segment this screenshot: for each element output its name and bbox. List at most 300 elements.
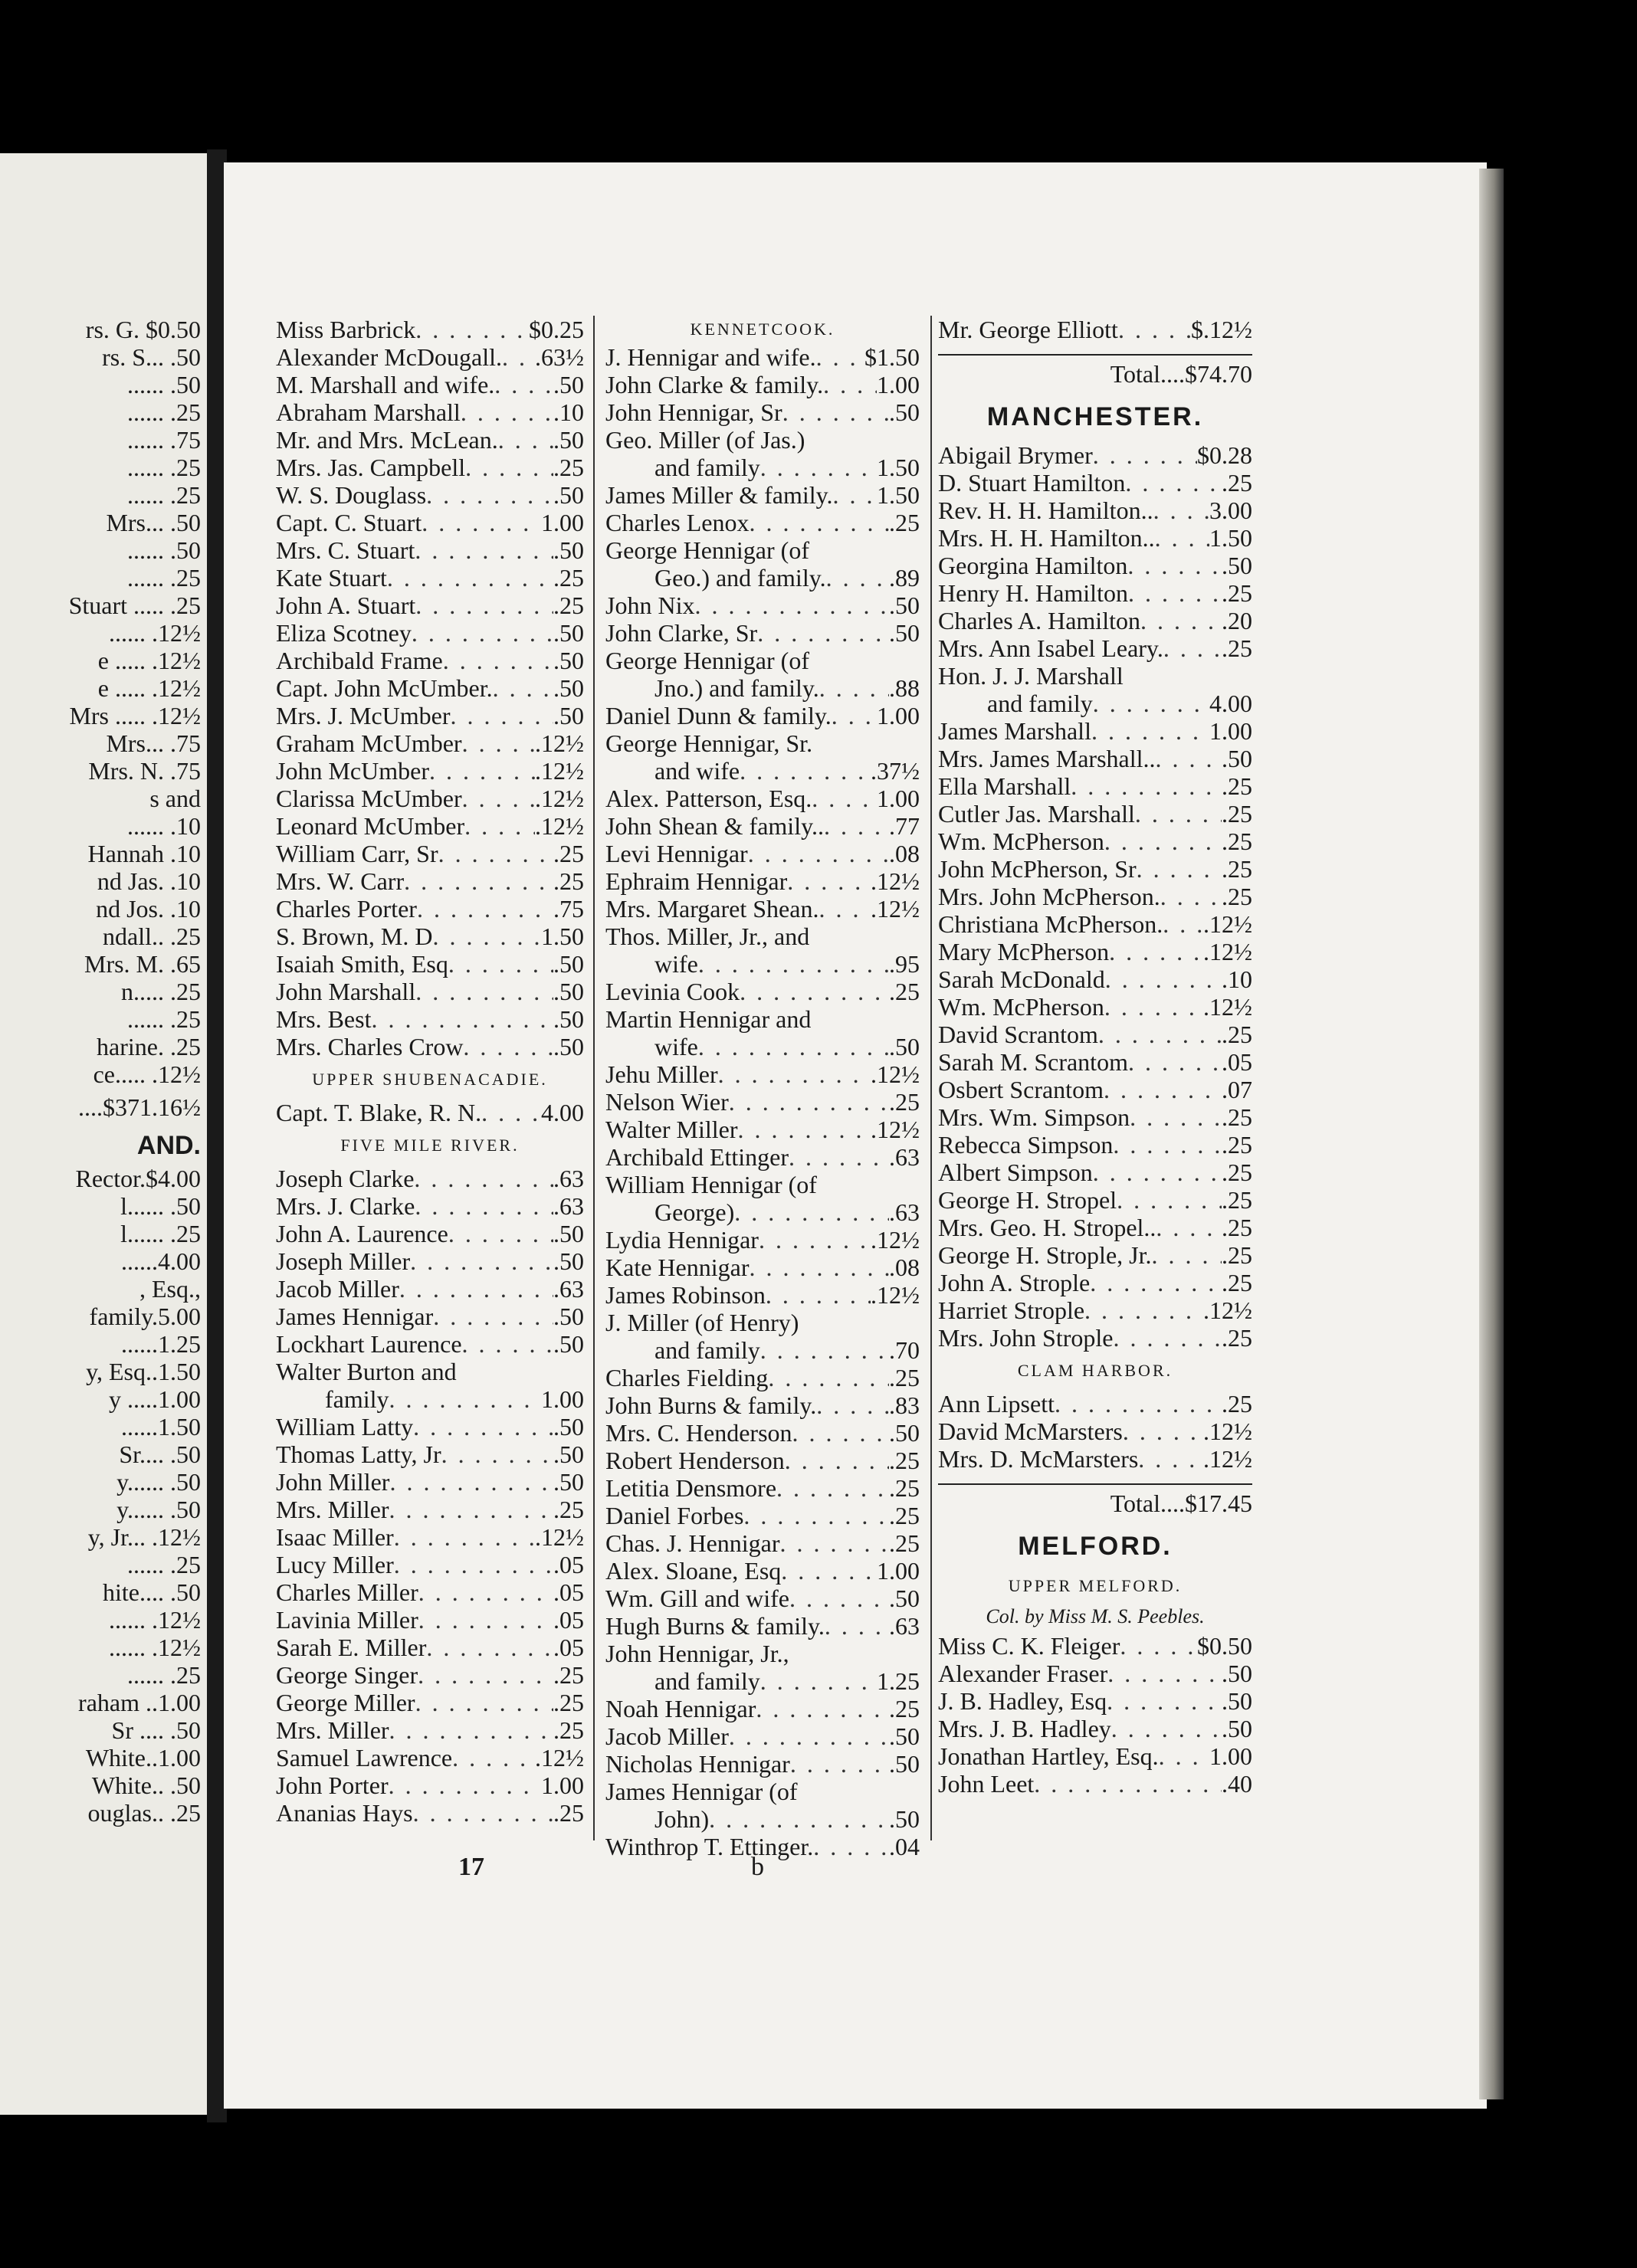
list-item bbox=[938, 579, 1252, 607]
fragment-text: ...... .75 bbox=[127, 426, 201, 454]
list-item bbox=[0, 978, 201, 1005]
contributor-name: Mrs. H. H. Hamilton.. bbox=[938, 524, 1155, 552]
contributor-name: M. Marshall and wife. bbox=[276, 371, 495, 398]
fragment-text: , Esq., bbox=[139, 1275, 201, 1303]
list-item bbox=[0, 1523, 201, 1551]
amount: 1.00 bbox=[541, 1385, 584, 1413]
list-item bbox=[605, 950, 920, 978]
fragment-text: y, Esq..1.50 bbox=[86, 1358, 201, 1385]
list-item bbox=[0, 757, 201, 785]
list-item bbox=[605, 1778, 920, 1805]
leader-dots bbox=[823, 371, 877, 398]
fragment-text: Mrs. N. .75 bbox=[88, 757, 201, 785]
amount: .63 bbox=[553, 1165, 584, 1192]
leader-dots bbox=[1117, 1186, 1222, 1214]
amount: .05 bbox=[553, 1551, 584, 1578]
column-3 bbox=[938, 316, 1252, 1798]
fragment-text: family.5.00 bbox=[89, 1303, 201, 1330]
list-item bbox=[276, 371, 584, 398]
list-item bbox=[0, 840, 201, 867]
list-item bbox=[605, 481, 920, 509]
contributor-name: and wife bbox=[654, 757, 740, 785]
list-item bbox=[605, 895, 920, 923]
leader-dots bbox=[410, 1247, 553, 1275]
contributor-name: Mr. and Mrs. McLean. bbox=[276, 426, 498, 454]
amount: .50 bbox=[553, 536, 584, 564]
amount: .50 bbox=[553, 950, 584, 978]
amount: 1.00 bbox=[541, 1771, 584, 1799]
list-item bbox=[276, 481, 584, 509]
leader-dots bbox=[498, 426, 553, 454]
contributor-name: Eliza Scotney bbox=[276, 619, 412, 647]
amount: 1.25 bbox=[877, 1667, 920, 1695]
leader-dots bbox=[441, 1440, 553, 1468]
list-item bbox=[276, 1165, 584, 1192]
list-item bbox=[276, 1799, 584, 1827]
list-item bbox=[938, 745, 1252, 772]
contributor-name: Mrs. John McPherson. bbox=[938, 883, 1160, 910]
leader-dots bbox=[1125, 469, 1222, 497]
amount: .50 bbox=[553, 1468, 584, 1496]
contributor-name: George H. Strople, Jr. bbox=[938, 1241, 1152, 1269]
leader-dots bbox=[399, 1275, 553, 1303]
leader-dots bbox=[1130, 1103, 1222, 1131]
leader-dots bbox=[781, 1557, 877, 1585]
leader-dots bbox=[1071, 772, 1222, 800]
leader-dots bbox=[729, 1088, 889, 1116]
fragment-text: Rector.$4.00 bbox=[75, 1165, 201, 1192]
amount: .08 bbox=[889, 1254, 920, 1281]
list-item bbox=[938, 497, 1252, 524]
contributor-name: Isaiah Smith, Esq bbox=[276, 950, 448, 978]
leader-dots bbox=[502, 343, 535, 371]
contributor-name: Miss Barbrick bbox=[276, 316, 416, 343]
list-item bbox=[938, 1660, 1252, 1687]
amount: .50 bbox=[889, 592, 920, 619]
list-item bbox=[0, 454, 201, 481]
fragment-text: ...... .50 bbox=[127, 371, 201, 398]
contributor-name: Capt. T. Blake, R. N. bbox=[276, 1099, 482, 1126]
list-item bbox=[605, 867, 920, 895]
amount: .25 bbox=[553, 1661, 584, 1689]
leader-dots bbox=[412, 619, 553, 647]
contributor-name: Mrs. Ann Isabel Leary. bbox=[938, 634, 1163, 662]
contributor-name: Charles A. Hamilton bbox=[938, 607, 1140, 634]
amount: .25 bbox=[1222, 1186, 1252, 1214]
leader-dots bbox=[404, 867, 553, 895]
leader-dots bbox=[433, 1303, 553, 1330]
leader-dots bbox=[813, 1833, 889, 1860]
leader-dots bbox=[819, 674, 889, 702]
list-item bbox=[0, 785, 201, 812]
list-item bbox=[0, 1634, 201, 1661]
list-item bbox=[938, 938, 1252, 965]
list-item bbox=[938, 469, 1252, 497]
contributor-name: John Clarke & family. bbox=[605, 371, 824, 398]
amount: .20 bbox=[1222, 607, 1252, 634]
list-item bbox=[0, 371, 201, 398]
list-item bbox=[605, 729, 920, 757]
amount: .25 bbox=[889, 1474, 920, 1502]
signature-mark: b bbox=[751, 1853, 764, 1881]
contributor-name: Samuel Lawrence bbox=[276, 1744, 453, 1771]
leader-dots bbox=[1155, 524, 1209, 552]
leader-dots bbox=[1113, 1131, 1222, 1159]
amount: .05 bbox=[553, 1606, 584, 1634]
contributor-name: Ananias Hays bbox=[276, 1799, 413, 1827]
amount: .12½ bbox=[535, 1523, 584, 1551]
contributor-name: Walter Miller bbox=[605, 1116, 738, 1143]
leader-dots bbox=[737, 1116, 871, 1143]
list-item bbox=[605, 674, 920, 702]
amount: .25 bbox=[553, 840, 584, 867]
contributor-name: Mrs. James Marshall.. bbox=[938, 745, 1156, 772]
contributor-name: John Shean & family.. bbox=[605, 812, 824, 840]
section-heading-upper-shubenacadie: UPPER SHUBENACADIE. bbox=[312, 1070, 548, 1089]
list-item bbox=[276, 1275, 584, 1303]
list-item bbox=[938, 772, 1252, 800]
leader-dots bbox=[1098, 1021, 1222, 1048]
contributor-name: Wm. McPherson bbox=[938, 828, 1104, 855]
leader-dots bbox=[1120, 1632, 1197, 1660]
list-item bbox=[938, 717, 1252, 745]
list-item bbox=[938, 1324, 1252, 1352]
leader-dots bbox=[818, 895, 871, 923]
leader-dots bbox=[1107, 1687, 1222, 1715]
leader-dots bbox=[1163, 634, 1222, 662]
fragment-text: ......1.50 bbox=[121, 1413, 201, 1440]
amount: .12½ bbox=[535, 757, 584, 785]
leader-dots bbox=[387, 564, 553, 592]
leader-dots bbox=[1093, 441, 1197, 469]
amount: .25 bbox=[889, 1088, 920, 1116]
list-item bbox=[605, 1805, 920, 1833]
list-item bbox=[276, 536, 584, 564]
amount: .50 bbox=[553, 1303, 584, 1330]
list-item bbox=[938, 1159, 1252, 1186]
amount: .25 bbox=[889, 1529, 920, 1557]
amount: .25 bbox=[1222, 1021, 1252, 1048]
leader-dots bbox=[418, 1578, 553, 1606]
list-item bbox=[276, 1551, 584, 1578]
list-item bbox=[605, 398, 920, 426]
amount: .50 bbox=[553, 1413, 584, 1440]
amount: .50 bbox=[889, 398, 920, 426]
contributor-name: Mary McPherson bbox=[938, 938, 1110, 965]
contributor-name: Abraham Marshall bbox=[276, 398, 461, 426]
list-item bbox=[0, 1689, 201, 1716]
amount: .12½ bbox=[871, 1060, 920, 1088]
amount: .50 bbox=[553, 1247, 584, 1275]
contributor-name: Lavinia Miller bbox=[276, 1606, 418, 1634]
amount: 1.00 bbox=[877, 702, 920, 729]
list-item bbox=[0, 316, 201, 343]
list-item bbox=[0, 1771, 201, 1799]
amount: .12½ bbox=[871, 1226, 920, 1254]
amount: .89 bbox=[889, 564, 920, 592]
fragment-text: y .....1.00 bbox=[109, 1385, 201, 1413]
leader-dots bbox=[429, 757, 535, 785]
fragment-text: rs. S... .50 bbox=[102, 343, 201, 371]
fragment-text: nd Jos. .10 bbox=[96, 895, 201, 923]
fragment-text: Hannah .10 bbox=[87, 840, 201, 867]
list-item bbox=[605, 1585, 920, 1612]
leader-dots bbox=[790, 1750, 889, 1778]
list-item bbox=[605, 702, 920, 729]
amount: .12½ bbox=[1203, 1418, 1252, 1445]
amount: .12½ bbox=[871, 1116, 920, 1143]
leader-dots bbox=[1123, 1418, 1203, 1445]
fragment-text: Mrs. M. .65 bbox=[84, 950, 201, 978]
leader-dots bbox=[1128, 1048, 1222, 1076]
contributor-name: wife bbox=[654, 950, 698, 978]
amount: .12½ bbox=[1203, 1296, 1252, 1324]
list-item bbox=[276, 1358, 584, 1385]
list-item bbox=[276, 1303, 584, 1330]
contributor-name: John A. Stuart bbox=[276, 592, 416, 619]
leader-dots bbox=[789, 1143, 889, 1171]
list-item bbox=[276, 1523, 584, 1551]
list-item bbox=[0, 1192, 201, 1220]
amount: .50 bbox=[889, 1805, 920, 1833]
amount: .63 bbox=[889, 1143, 920, 1171]
contributor-name: John) bbox=[654, 1805, 710, 1833]
leader-dots bbox=[461, 398, 553, 426]
list-item bbox=[0, 674, 201, 702]
contributor-name: Mrs. J. Clarke bbox=[276, 1192, 415, 1220]
list-item bbox=[605, 1254, 920, 1281]
list-item bbox=[605, 509, 920, 536]
list-item bbox=[605, 343, 920, 371]
contributor-name: Alexander Fraser bbox=[938, 1660, 1108, 1687]
list-item bbox=[605, 923, 920, 950]
list-item bbox=[0, 1165, 201, 1192]
column-2 bbox=[605, 316, 920, 1860]
amount: .63 bbox=[889, 1612, 920, 1640]
leader-dots bbox=[1084, 1296, 1203, 1324]
contributor-name: Capt. C. Stuart bbox=[276, 509, 422, 536]
contributor-name: Nicholas Hennigar bbox=[605, 1750, 790, 1778]
leader-dots bbox=[785, 1447, 889, 1474]
leader-dots bbox=[749, 1254, 889, 1281]
amount: .88 bbox=[889, 674, 920, 702]
list-item bbox=[276, 785, 584, 812]
list-item bbox=[605, 840, 920, 867]
list-item bbox=[938, 1418, 1252, 1445]
leader-dots bbox=[1160, 883, 1222, 910]
list-item bbox=[938, 1770, 1252, 1798]
contributor-name: Mrs. Miller bbox=[276, 1496, 389, 1523]
list-item bbox=[0, 1716, 201, 1744]
amount: .25 bbox=[1222, 1159, 1252, 1186]
list-item bbox=[0, 1060, 201, 1088]
amount: .25 bbox=[1222, 855, 1252, 883]
list-item bbox=[276, 757, 584, 785]
list-item bbox=[938, 1715, 1252, 1742]
leader-dots bbox=[776, 1474, 889, 1502]
list-item bbox=[276, 1744, 584, 1771]
leader-dots bbox=[1127, 552, 1222, 579]
amount: .50 bbox=[553, 1440, 584, 1468]
contributor-name: Jno.) and family. bbox=[654, 674, 819, 702]
section-heading-kennetcook: KENNETCOOK. bbox=[690, 320, 835, 339]
amount: .25 bbox=[1222, 469, 1252, 497]
fragment-text: ...... .12½ bbox=[109, 1606, 201, 1634]
amount: .25 bbox=[553, 1716, 584, 1744]
contributor-name: Lockhart Laurence bbox=[276, 1330, 462, 1358]
contributor-name: John A. Laurence bbox=[276, 1220, 448, 1247]
contributor-name: Rebecca Simpson bbox=[938, 1131, 1114, 1159]
list-item bbox=[0, 343, 201, 371]
list-item bbox=[938, 993, 1252, 1021]
section-heading-melford: MELFORD. bbox=[1018, 1532, 1173, 1561]
amount: .25 bbox=[1222, 579, 1252, 607]
fragment-text: e ..... .12½ bbox=[97, 647, 201, 674]
contributor-name: Mrs. D. McMarsters bbox=[938, 1445, 1139, 1473]
amount: 1.50 bbox=[877, 481, 920, 509]
leader-dots bbox=[782, 398, 889, 426]
contributor-name: Sarah M. Scrantom bbox=[938, 1048, 1128, 1076]
leader-dots bbox=[462, 1330, 553, 1358]
fragment-text: ......1.25 bbox=[121, 1330, 201, 1358]
contributor-name: Joseph Miller bbox=[276, 1247, 411, 1275]
list-item bbox=[0, 1413, 201, 1440]
amount: .50 bbox=[1222, 1715, 1252, 1742]
contributor-name: and family bbox=[654, 1336, 760, 1364]
amount: .50 bbox=[1222, 552, 1252, 579]
list-item bbox=[605, 1750, 920, 1778]
contributor-name: Rev. H. H. Hamilton.. bbox=[938, 497, 1153, 524]
amount: .50 bbox=[553, 1033, 584, 1060]
amount: .25 bbox=[889, 1502, 920, 1529]
leader-dots bbox=[1118, 316, 1191, 343]
amount: .12½ bbox=[1203, 993, 1252, 1021]
contributor-name: Jacob Miller bbox=[276, 1275, 399, 1303]
leader-dots bbox=[1107, 1660, 1222, 1687]
contributor-name: John Porter bbox=[276, 1771, 389, 1799]
list-item bbox=[0, 1551, 201, 1578]
contributor-name: J. Miller (of Henry) bbox=[605, 1309, 799, 1336]
amount: 3.00 bbox=[1209, 497, 1252, 524]
leader-dots bbox=[389, 1771, 541, 1799]
contributor-name: George Hennigar (of bbox=[605, 536, 809, 564]
leader-dots bbox=[462, 729, 535, 757]
list-item bbox=[605, 978, 920, 1005]
amount: .05 bbox=[1222, 1048, 1252, 1076]
leader-dots bbox=[759, 1226, 871, 1254]
contributor-name: Hon. J. J. Marshall bbox=[938, 662, 1124, 690]
leader-dots bbox=[760, 1336, 889, 1364]
amount: .70 bbox=[889, 1336, 920, 1364]
left-page-text bbox=[0, 316, 201, 1827]
list-item bbox=[276, 1385, 584, 1413]
list-item bbox=[276, 454, 584, 481]
amount: .12½ bbox=[535, 729, 584, 757]
contributor-name: Geo. Miller (of Jas.) bbox=[605, 426, 805, 454]
amount: .40 bbox=[1222, 1770, 1252, 1798]
contributor-name: James Robinson bbox=[605, 1281, 766, 1309]
list-item bbox=[0, 647, 201, 674]
contributor-name: Capt. John McUmber. bbox=[276, 674, 493, 702]
list-item bbox=[605, 1557, 920, 1585]
contributor-name: John Miller bbox=[276, 1468, 390, 1496]
contributor-name: Miss C. K. Fleiger bbox=[938, 1632, 1120, 1660]
contributor-name: Lydia Hennigar bbox=[605, 1226, 759, 1254]
list-item bbox=[276, 1005, 584, 1033]
amount: .25 bbox=[553, 1799, 584, 1827]
list-item bbox=[605, 1309, 920, 1336]
list-item bbox=[938, 524, 1252, 552]
contributor-name: Alexander McDougall. bbox=[276, 343, 503, 371]
contributor-name: Sarah McDonald bbox=[938, 965, 1105, 993]
list-item bbox=[276, 950, 584, 978]
contributor-name: Levinia Cook bbox=[605, 978, 740, 1005]
amount: .50 bbox=[1222, 1660, 1252, 1687]
fragment-text: Mrs ..... .12½ bbox=[69, 702, 201, 729]
contributor-name: Henry H. Hamilton bbox=[938, 579, 1128, 607]
contributor-name: Winthrop T. Ettinger. bbox=[605, 1833, 814, 1860]
left-total: ....$371.16½ bbox=[78, 1093, 201, 1121]
list-item bbox=[605, 619, 920, 647]
amount: .12½ bbox=[535, 785, 584, 812]
leader-dots bbox=[729, 1722, 889, 1750]
list-item bbox=[276, 316, 584, 343]
amount: 1.00 bbox=[877, 785, 920, 812]
contributor-name: Mrs. Geo. H. Stropel.. bbox=[938, 1214, 1156, 1241]
leader-dots bbox=[1163, 910, 1203, 938]
contributor-name: Mrs. Jas. Campbell bbox=[276, 454, 466, 481]
list-item bbox=[938, 634, 1252, 662]
amount: .05 bbox=[553, 1634, 584, 1661]
leader-dots bbox=[792, 1419, 889, 1447]
fragment-text: l...... .25 bbox=[120, 1220, 201, 1247]
leader-dots bbox=[812, 785, 877, 812]
list-item bbox=[0, 1247, 201, 1275]
amount: 1.50 bbox=[1209, 524, 1252, 552]
leader-dots bbox=[389, 1468, 553, 1496]
contributor-name: Walter Burton and bbox=[276, 1358, 457, 1385]
list-item bbox=[276, 1440, 584, 1468]
amount: .25 bbox=[1222, 1241, 1252, 1269]
list-item bbox=[938, 1021, 1252, 1048]
list-item bbox=[0, 867, 201, 895]
leader-dots bbox=[493, 674, 553, 702]
fragment-text: s and bbox=[149, 785, 201, 812]
amount: .63 bbox=[553, 1275, 584, 1303]
contributor-name: Thos. Miller, Jr., and bbox=[605, 923, 810, 950]
leader-dots bbox=[389, 1716, 553, 1744]
amount: .25 bbox=[553, 564, 584, 592]
amount: $0.25 bbox=[529, 316, 584, 343]
list-item bbox=[0, 398, 201, 426]
leader-dots bbox=[1104, 993, 1203, 1021]
contributor-name: George H. Stropel bbox=[938, 1186, 1117, 1214]
list-item bbox=[605, 426, 920, 454]
fragment-text: nd Jas. .10 bbox=[97, 867, 201, 895]
list-item bbox=[605, 1226, 920, 1254]
fragment-text: ...... .50 bbox=[127, 536, 201, 564]
leader-dots bbox=[1104, 1076, 1222, 1103]
list-item bbox=[605, 1667, 920, 1695]
list-item bbox=[605, 564, 920, 592]
list-item bbox=[938, 1742, 1252, 1770]
leader-dots bbox=[1034, 1770, 1222, 1798]
contributor-name: Ephraim Hennigar bbox=[605, 867, 788, 895]
leader-dots bbox=[394, 1551, 553, 1578]
list-item bbox=[276, 867, 584, 895]
amount: .50 bbox=[553, 481, 584, 509]
list-item bbox=[938, 800, 1252, 828]
